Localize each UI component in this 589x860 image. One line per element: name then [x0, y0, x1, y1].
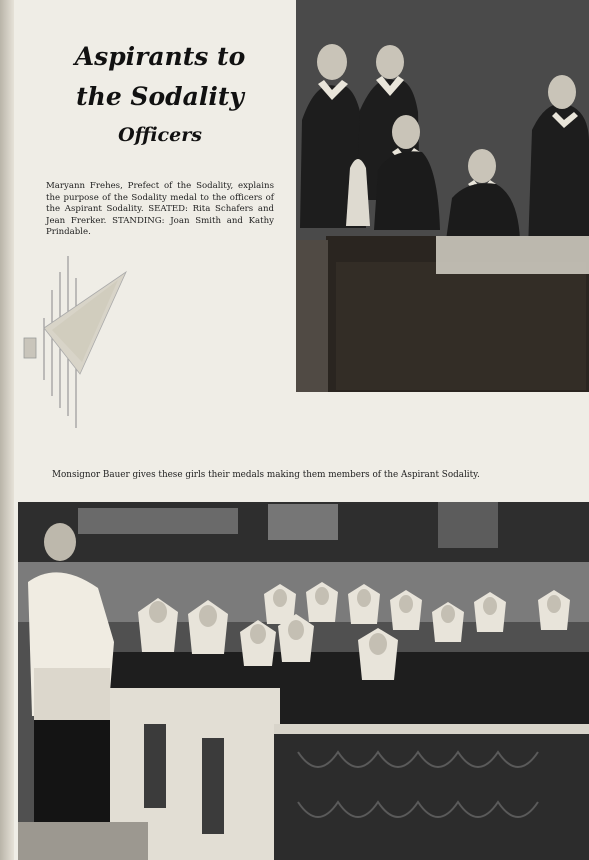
officers-photo-caption: Maryann Frehes, Prefect of the Sodality, explains the purpose of the Sodality medal to the officers of the Aspirant Sodality. SEATED: Rita Schafers and Jean Frerker. STANDING: Joan Smith and Kathy Prindable. — [46, 181, 274, 237]
page-binding-edge — [0, 0, 14, 860]
decorative-ornament — [22, 248, 134, 430]
medal-ceremony-photo — [18, 502, 589, 860]
heading-line-2: the Sodality — [76, 82, 244, 111]
medal-photo-caption: Monsignor Bauer gives these girls their medals making them members of the Aspirant Sodality. — [52, 470, 480, 480]
officers-photo — [296, 0, 589, 392]
page-heading — [40, 40, 280, 148]
heading-line-1: Aspirants to — [74, 42, 246, 71]
heading-line-3: Officers — [118, 124, 202, 146]
